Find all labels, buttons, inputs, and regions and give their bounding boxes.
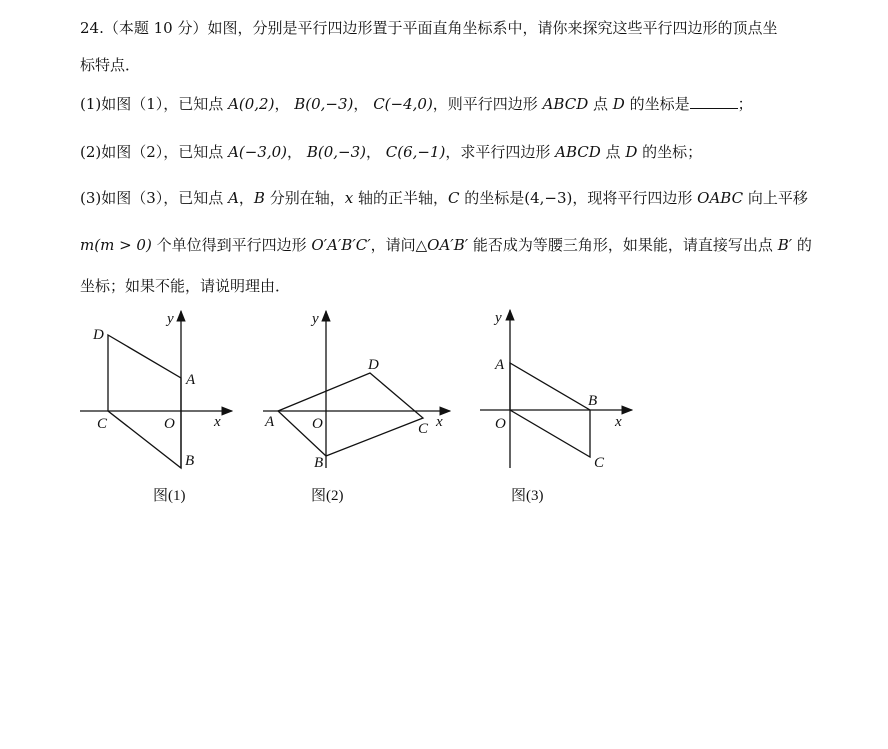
fig2-label-b: B <box>314 455 324 471</box>
question-2: (2)如图（2），已知点 A(−3,0)， B(0,−3)， C(6,−1)，求平行四边形 ABCD 点 D 的坐标； <box>80 143 703 161</box>
q3-text-j: 能否成为等腰三角形，如果能，请直接写出点 <box>468 236 778 254</box>
q1-parallelogram: ABCD <box>542 95 589 113</box>
q3-parallelogram: OABC <box>697 189 744 207</box>
q3-text-k: 的 <box>792 236 812 254</box>
q3-text-f: ，现将平行四边形 <box>572 189 698 207</box>
q3-text-g: 向上平移 <box>743 189 808 207</box>
q2-point-d: D <box>625 143 638 161</box>
q1-suffix: 的坐标是 <box>624 95 690 113</box>
fig3-label-o: O <box>495 416 506 432</box>
q1-point-c: C(−4,0) <box>373 95 433 113</box>
q3-translated-parallelogram: O′A′B′C′ <box>311 236 371 254</box>
q3-point-a: A <box>228 189 239 207</box>
q1-point-b: B(0,−3) <box>294 95 354 113</box>
fig1-caption: 图(1) <box>153 488 186 504</box>
fig2-parallelogram <box>278 373 423 456</box>
q2-prefix: (2)如图（2），已知点 <box>80 143 229 161</box>
q2-suffix: 的坐标； <box>637 143 703 161</box>
q2-mid: ，求平行四边形 <box>445 143 556 161</box>
q1-point-a: A(0,2) <box>228 95 275 113</box>
problem-intro: 24.（本题 10 分）如图，分别是平行四边形置于平面直角坐标系中，请你来探究这些平行四边形的顶点坐 <box>80 19 778 37</box>
q2-mid2: 点 <box>600 143 626 161</box>
fig2-caption: 图(2) <box>311 488 344 504</box>
fig2-label-a: A <box>265 414 275 430</box>
q3-coord-c: (4,−3) <box>524 189 573 207</box>
q3-text-d: 轴的正半轴， <box>353 189 448 207</box>
q1-end: ； <box>737 95 753 113</box>
fig3-caption: 图(3) <box>511 488 544 504</box>
fig1-parallelogram <box>108 335 181 468</box>
fig1-label-y: y <box>167 311 174 327</box>
q3-text-a: (3)如图（3），已知点 <box>80 189 229 207</box>
fig3-label-x: x <box>615 414 622 430</box>
q3-point-b: B <box>253 189 265 207</box>
q1-prefix: (1)如图（1），已知点 <box>80 95 229 113</box>
fig3-label-y: y <box>495 310 502 326</box>
fig1-label-c: C <box>97 416 108 432</box>
q3-text-end: 坐标；如果不能，请说明理由． <box>80 277 291 295</box>
figure-3 <box>480 310 632 468</box>
q3-x-var: x <box>344 189 354 207</box>
fig3-label-a: A <box>495 357 505 373</box>
q2-point-a: A(−3,0) <box>228 143 288 161</box>
fig2-label-d: D <box>368 357 379 373</box>
q3-m-condition: m(m > 0) <box>80 236 152 254</box>
fig1-label-d: D <box>93 327 104 343</box>
q3-text-e: 的坐标是 <box>459 189 525 207</box>
q3-triangle: OA′B′ <box>427 236 469 254</box>
q3-text-i: ，请问△ <box>370 236 428 254</box>
q1-mid: ，则平行四边形 <box>432 95 543 113</box>
figure-2 <box>263 311 450 468</box>
fig3-label-c: C <box>594 455 605 471</box>
q3-text-c: 分别在轴， <box>264 189 345 207</box>
fig1-label-b: B <box>185 453 195 469</box>
fig1-label-x: x <box>214 414 221 430</box>
fig3-label-b: B <box>588 393 598 409</box>
problem-intro-end: 标特点． <box>80 56 141 74</box>
q2-point-c: C(6,−1) <box>385 143 446 161</box>
fig1-label-o: O <box>164 416 175 432</box>
fig2-label-c: C <box>418 421 429 437</box>
fig1-label-a: A <box>186 372 196 388</box>
q2-point-b: B(0,−3) <box>306 143 366 161</box>
fig2-label-x: x <box>436 414 443 430</box>
q3-text-h: 个单位得到平行四边形 <box>151 236 312 254</box>
q3-text-b: ， <box>238 189 254 207</box>
q1-mid2: 点 <box>588 95 613 113</box>
fig2-label-y: y <box>312 311 319 327</box>
q3-point-b-prime: B′ <box>777 236 793 254</box>
q1-point-d: D <box>612 95 625 113</box>
q2-parallelogram: ABCD <box>555 143 601 161</box>
fig2-label-o: O <box>312 416 323 432</box>
question-1: (1)如图（1），已知点 A(0,2)， B(0,−3)， C(−4,0)，则平行四边形 ABCD 点 D 的坐标是 ； <box>80 95 753 113</box>
q3-point-c: C <box>447 189 460 207</box>
